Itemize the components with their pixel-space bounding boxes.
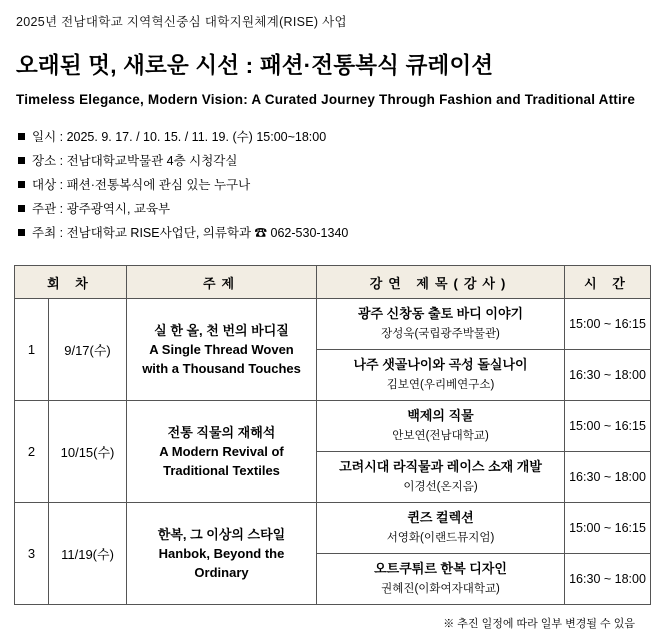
column-header-time: 시 간 xyxy=(565,266,651,299)
square-bullet-icon xyxy=(18,181,25,188)
topic-en-line2: with a Thousand Touches xyxy=(142,361,301,376)
topic-en-line1: Hanbok, Beyond the xyxy=(158,546,285,561)
info-item-place: 장소 : 전남대학교박물관 4층 시청각실 xyxy=(18,151,651,171)
cell-lecture xyxy=(317,554,565,605)
square-bullet-icon xyxy=(18,157,25,164)
cell-session-no: 2 xyxy=(15,401,49,503)
cell-time: 16:30 ~ 18:00 xyxy=(565,452,651,503)
cell-time: 15:00 ~ 16:15 xyxy=(565,503,651,554)
cell-session-no: 3 xyxy=(15,503,49,605)
cell-session-date: 11/19(수) xyxy=(49,503,127,605)
cell-session-topic xyxy=(127,503,317,605)
cell-time: 15:00 ~ 16:15 xyxy=(565,299,651,350)
cell-session-date: 9/17(수) xyxy=(49,299,127,401)
cell-time: 16:30 ~ 18:00 xyxy=(565,554,651,605)
info-item-host: 주최 : 전남대학교 RISE사업단, 의류학과 ☎ 062-530-1340 xyxy=(18,223,651,243)
lecture-speaker: 이경선(온지음) xyxy=(403,481,478,493)
info-label-audience: 대상 xyxy=(32,178,57,192)
lecture-title: 나주 샛골나이와 곡성 돌실나이 xyxy=(353,357,528,372)
cell-time: 16:30 ~ 18:00 xyxy=(565,350,651,401)
info-value-date: 2025. 9. 17. / 10. 15. / 11. 19. (수) 15:00~18:00 xyxy=(66,130,327,144)
info-value-audience: 패션·전통복식에 관심 있는 누구나 xyxy=(66,178,251,192)
lecture-speaker: 장성욱(국립광주박물관) xyxy=(381,328,500,340)
lecture-title: 광주 신창동 출토 바디 이야기 xyxy=(357,306,524,321)
square-bullet-icon xyxy=(18,205,25,212)
lecture-speaker: 서영화(이랜드뮤지엄) xyxy=(386,532,495,544)
topic-ko: 한복, 그 이상의 스타일 xyxy=(157,527,286,542)
lecture-title: 오트쿠튀르 한복 디자인 xyxy=(374,561,507,576)
lecture-title: 고려시대 라직물과 레이스 소재 개발 xyxy=(339,459,542,474)
square-bullet-icon xyxy=(18,229,25,236)
table-row xyxy=(15,299,651,350)
info-item-audience: 대상 : 패션·전통복식에 관심 있는 누구나 xyxy=(18,175,651,195)
info-value-supervisor: 광주광역시, 교육부 xyxy=(66,202,171,216)
cell-session-no: 1 xyxy=(15,299,49,401)
page-subtitle: Timeless Elegance, Modern Vision: A Curated Journey Through Fashion and Traditional Attire xyxy=(16,92,636,107)
page-title: 오래된 멋, 새로운 시선 : 패션·전통복식 큐레이션 xyxy=(16,53,494,78)
info-label-date: 일시 xyxy=(32,130,57,144)
cell-time: 15:00 ~ 16:15 xyxy=(565,401,651,452)
topic-en-line1: A Single Thread Woven xyxy=(149,342,294,357)
column-header-session: 회 차 xyxy=(15,266,127,299)
lecture-speaker: 안보연(전남대학교) xyxy=(392,430,489,442)
cell-lecture xyxy=(317,299,565,350)
topic-en-line2: Traditional Textiles xyxy=(163,463,280,478)
info-label-host: 주최 xyxy=(32,226,57,240)
info-label-supervisor: 주관 xyxy=(32,202,57,216)
lecture-title: 퀸즈 컬렉션 xyxy=(407,510,474,525)
cell-lecture xyxy=(317,452,565,503)
table-header-row xyxy=(15,266,651,299)
cell-session-date: 10/15(수) xyxy=(49,401,127,503)
info-item-date: 일시 : 2025. 9. 17. / 10. 15. / 11. 19. (수) 15:00~18:00 xyxy=(18,127,651,147)
footnote: ※ 추진 일정에 따라 일부 변경될 수 있음 xyxy=(443,618,635,630)
cell-lecture xyxy=(317,350,565,401)
topic-ko: 실 한 올, 천 번의 바디질 xyxy=(154,323,289,338)
table-row xyxy=(15,503,651,554)
lecture-speaker: 권혜진(이화여자대학교) xyxy=(381,583,500,595)
info-label-place: 장소 xyxy=(32,154,57,168)
column-header-lecture: 강연 제목(강사) xyxy=(317,266,565,299)
topic-en-line1: A Modern Revival of xyxy=(159,444,284,459)
topic-en-line2: Ordinary xyxy=(194,565,249,580)
info-value-place: 전남대학교박물관 4층 시청각실 xyxy=(66,154,238,168)
topic-ko: 전통 직물의 재해석 xyxy=(167,425,276,440)
schedule-table xyxy=(14,265,651,605)
square-bullet-icon xyxy=(18,133,25,140)
column-header-topic: 주제 xyxy=(127,266,317,299)
cell-session-topic xyxy=(127,299,317,401)
program-kicker: 2025년 전남대학교 지역혁신중심 대학지원체계(RISE) 사업 xyxy=(16,15,347,29)
cell-session-topic xyxy=(127,401,317,503)
info-value-host: 전남대학교 RISE사업단, 의류학과 ☎ 062-530-1340 xyxy=(66,226,349,240)
event-info-list xyxy=(18,127,651,243)
lecture-speaker: 김보연(우리베연구소) xyxy=(386,379,495,391)
cell-lecture xyxy=(317,503,565,554)
lecture-title: 백제의 직물 xyxy=(407,408,474,423)
table-row xyxy=(15,401,651,452)
cell-lecture xyxy=(317,401,565,452)
info-item-supervisor: 주관 : 광주광역시, 교육부 xyxy=(18,199,651,219)
